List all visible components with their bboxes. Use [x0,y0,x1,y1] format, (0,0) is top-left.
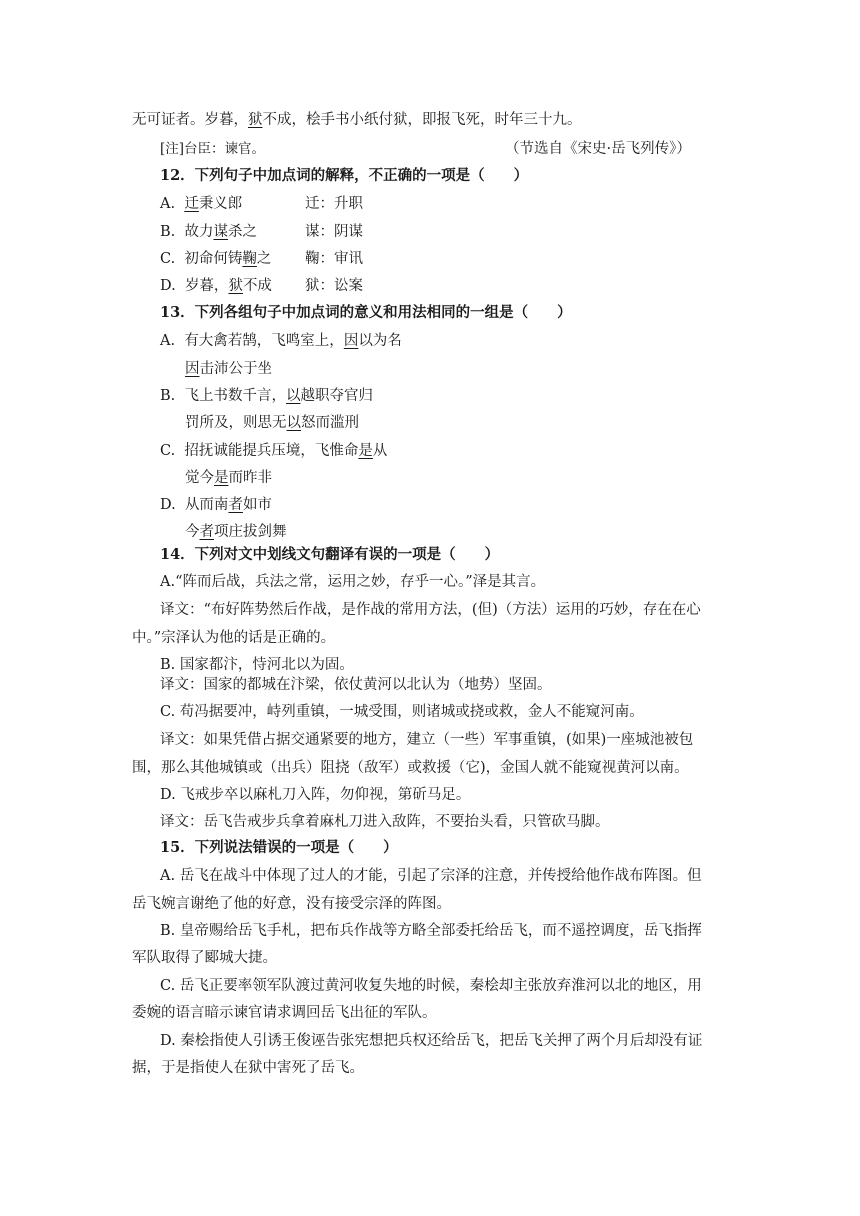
question-12-stem: 12．下列句子中加点词的解释，不正确的一项是（ ） [160,167,529,184]
underlined-word: 狱 [248,112,263,128]
q14-option-b-translation: 译文：国家的都城在汴梁，依仗黄河以北认为（地势）坚固。 [160,677,552,693]
q14-option-b: B. 国家都汴，恃河北以为固。 [160,657,354,673]
q15-option-a-2: 岳飞婉言谢绝了他的好意，没有接受宗泽的阵图。 [132,896,451,912]
q14-option-c-translation-1: 译文：如果凭借占据交通紧要的地方，建立（一些）军事重镇，(如果)一座城池被包 [160,732,694,748]
q14-option-a: A.“阵而后战，兵法之常，运用之妙，存乎一心。”泽是其言。 [160,574,546,590]
q15-option-d-2: 据，于是指使人在狱中害死了岳飞。 [132,1060,364,1076]
q13-option-d-line1: D. 从而南者如市 [160,497,272,513]
q12-option-a: A. 迁秉义郎 [160,196,243,212]
q13-option-a-line2: 因击沛公于坐 [185,361,272,377]
q12-option-d: D. 岁暮，狱不成 [160,278,272,294]
q12-option-d-gloss: 狱：讼案 [305,278,363,294]
q14-option-c: C. 苟冯据要冲，峙列重镇，一城受围，则诸城或挠或救，金人不能窥河南。 [160,704,644,720]
question-14-stem: 14．下列对文中划线文句翻译有误的一项是（ ） [160,546,500,563]
q12-option-c-gloss: 鞠：审讯 [305,251,363,267]
source-citation: （节选自《宋史·岳飞列传》） [505,141,691,157]
q12-option-b: B. 故力谋杀之 [160,224,257,240]
q13-option-b-line1: B. 飞上书数千言，以越职夺官归 [160,388,373,404]
q12-option-a-gloss: 迁：升职 [305,196,363,212]
q15-option-b-1: B. 皇帝赐给岳飞手札，把布兵作战等方略全部委托给岳飞，而不遥控调度，岳飞指挥 [160,923,702,939]
passage-last-line: 无可证者。岁暮，狱不成，桧手书小纸付狱，即报飞死，时年三十九。 [132,112,582,128]
q15-option-c-1: C. 岳飞正要率领军队渡过黄河收复失地的时候，秦桧却主张放弃淮河以北的地区，用 [160,978,702,994]
q14-option-d-translation: 译文：岳飞告戒步兵拿着麻札刀进入敌阵，不要抬头看，只管砍马脚。 [160,814,610,830]
q12-option-c: C. 初命何铸鞠之 [160,251,272,267]
q15-option-c-2: 委婉的语言暗示谏官请求调回岳飞出征的军队。 [132,1005,437,1021]
q12-option-b-gloss: 谋：阴谋 [305,224,363,240]
q14-option-a-translation-2: 中。”宗泽认为他的话是正确的。 [132,630,336,646]
question-13-stem: 13．下列各组句子中加点词的意义和用法相同的一组是（ ） [160,304,572,321]
question-15-stem: 15．下列说法错误的一项是（ ） [160,839,398,856]
q13-option-c-line2: 觉今是而昨非 [185,470,272,486]
q14-option-c-translation-2: 围，那么其他城镇或（出兵）阻挠（敌军）或救援（它)，金国人就不能窥视黄河以南。 [132,760,689,776]
q15-option-d-1: D. 秦桧指使人引诱王俊诬告张宪想把兵权还给岳飞，把岳飞关押了两个月后却没有证 [160,1033,703,1049]
q15-option-b-2: 军队取得了郾城大捷。 [132,950,277,966]
q14-option-a-translation-1: 译文：“布好阵势然后作战，是作战的常用方法，(但)（方法）运用的巧妙，存在在心 [160,602,701,618]
annotation-note: [注]台臣：谏官。 [160,141,266,157]
q13-option-b-line2: 罚所及，则思无以怒而滥刑 [185,415,359,431]
q14-option-d: D. 飞戒步卒以麻札刀入阵，勿仰视，第斫马足。 [160,787,471,803]
q13-option-a-line1: A. 有大禽若鹄，飞鸣室上，因以为名 [160,333,402,349]
q15-option-a-1: A. 岳飞在战斗中体现了过人的才能，引起了宗泽的注意，并传授给他作战布阵图。但 [160,868,702,884]
q13-option-c-line1: C. 招抚诚能提兵压境，飞惟命是从 [160,443,388,459]
q13-option-d-line2: 今者项庄拔剑舞 [185,524,287,540]
